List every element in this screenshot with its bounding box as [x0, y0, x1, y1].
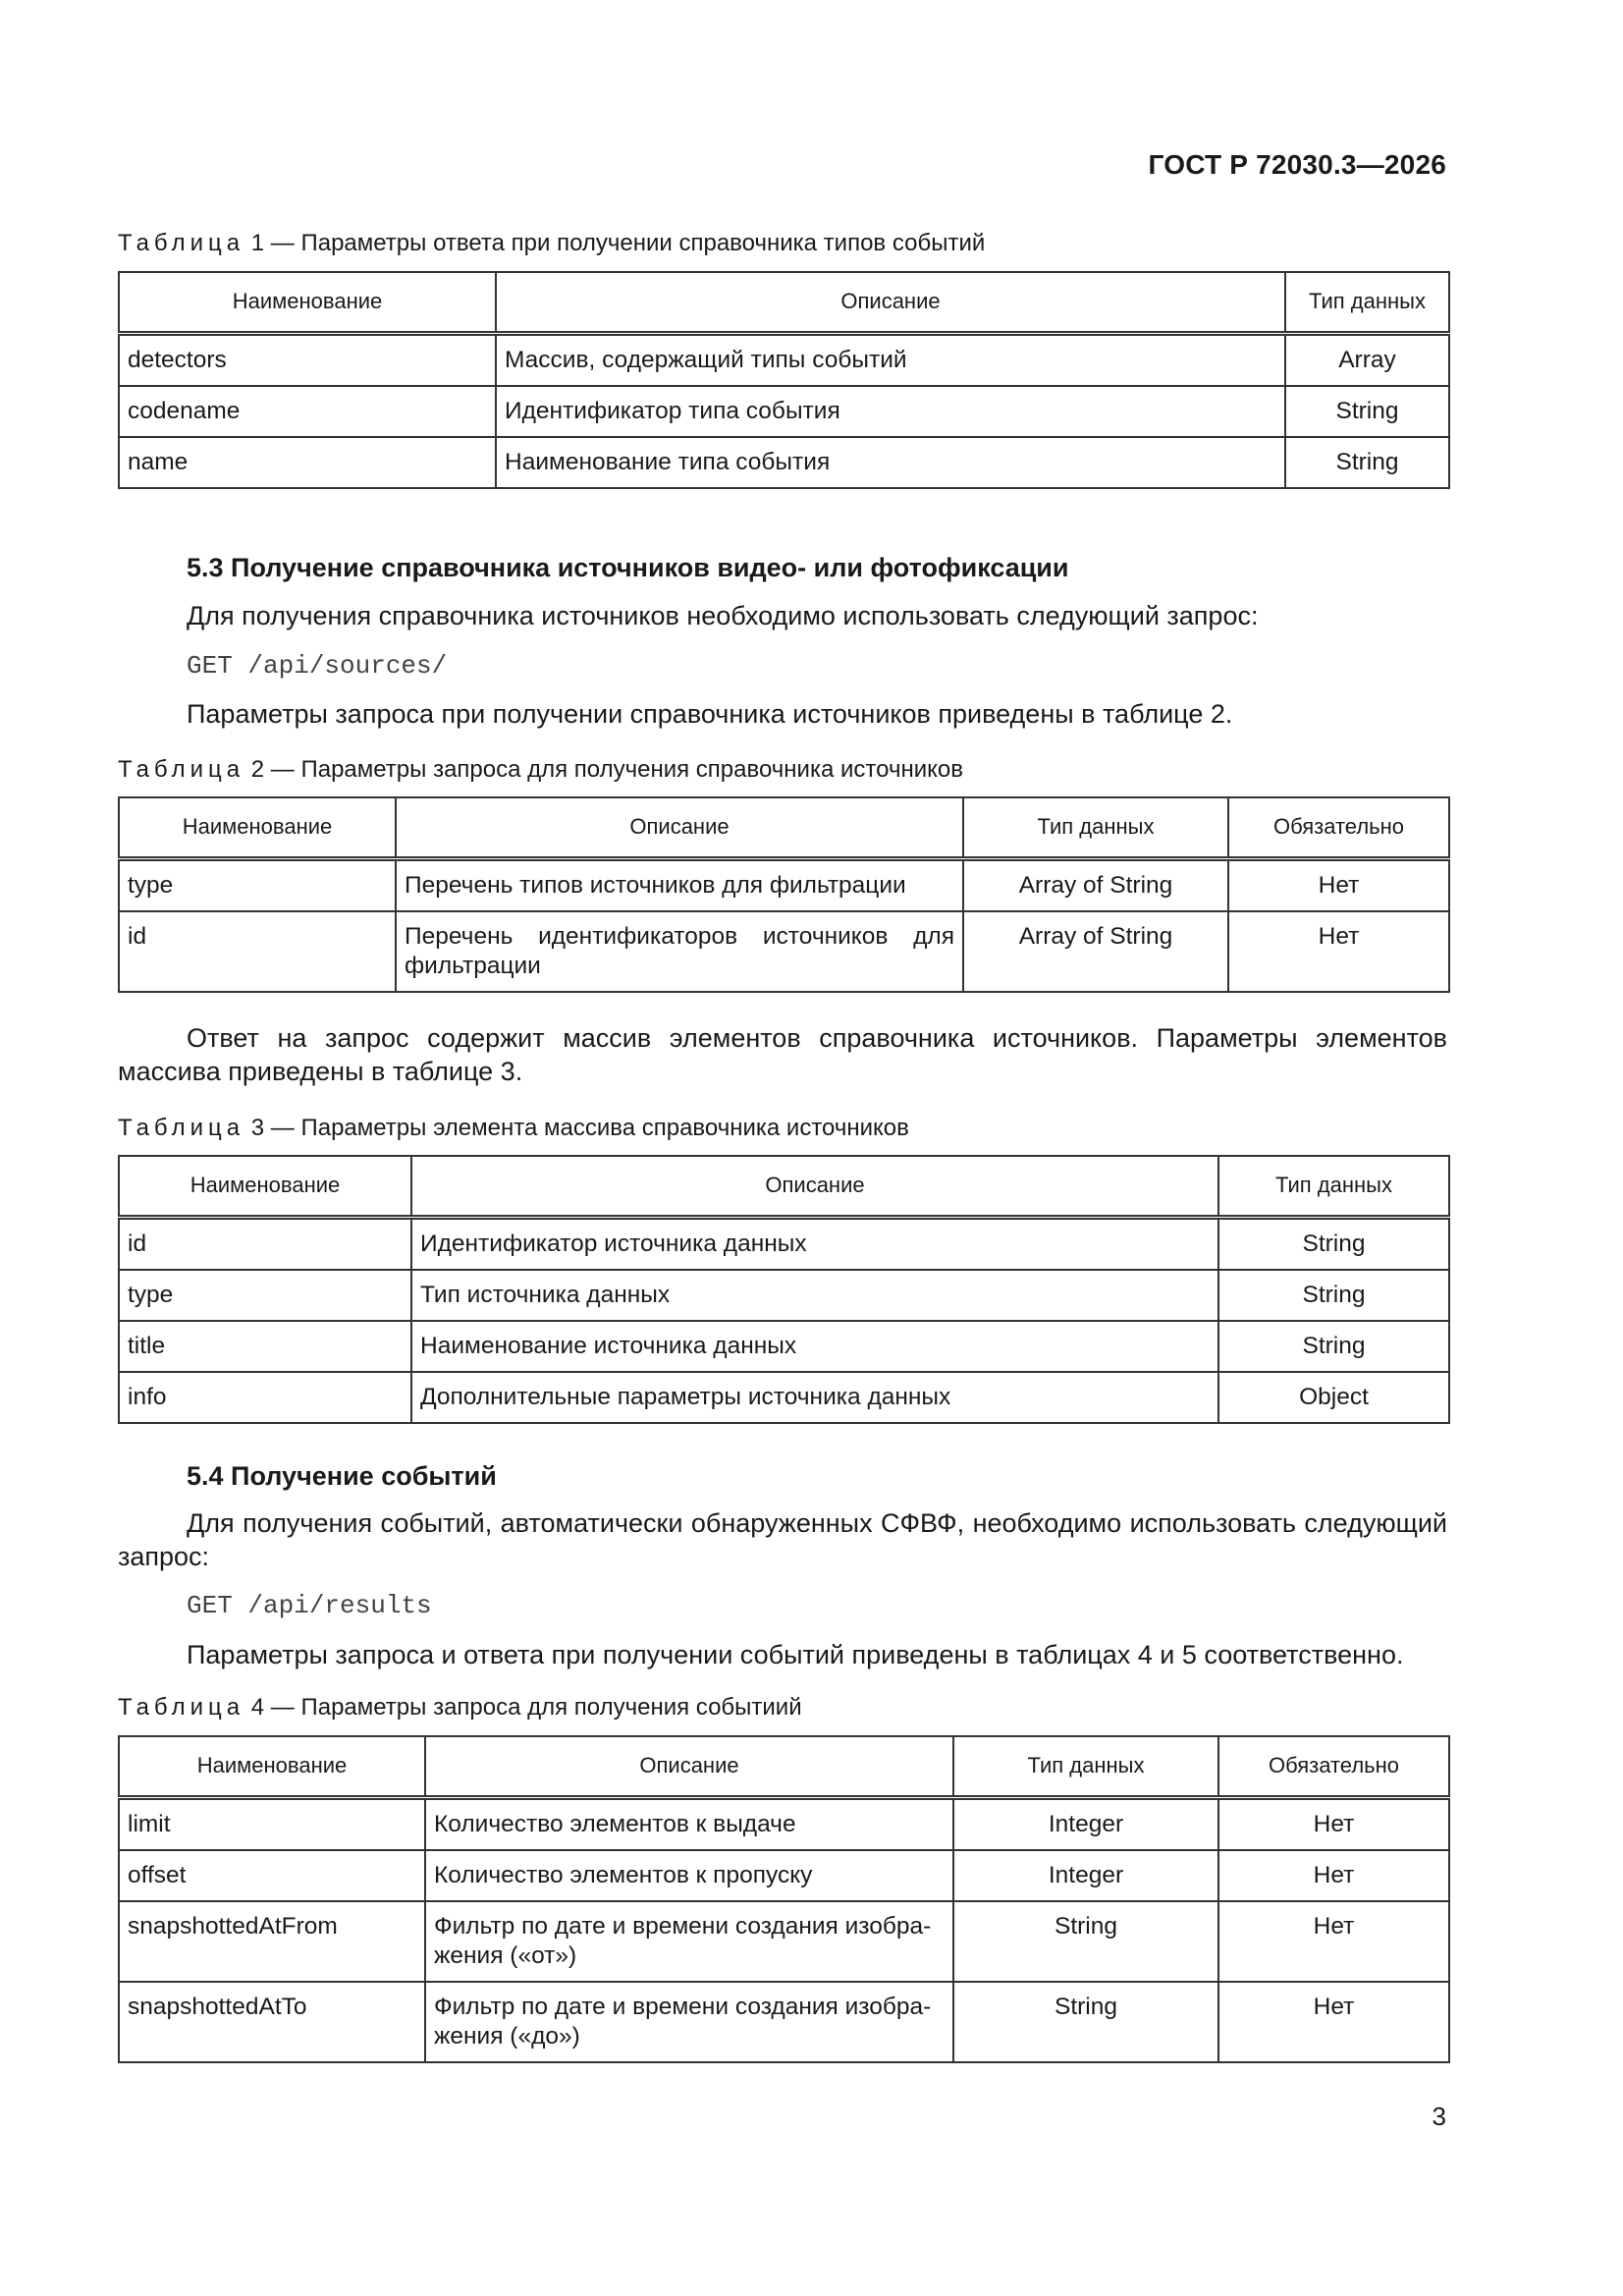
- table2-caption: [118, 756, 963, 784]
- table-cell: Идентификатор источника данных: [411, 1217, 1218, 1270]
- table-cell: codename: [119, 386, 496, 437]
- table-row: [119, 333, 1449, 386]
- section-5-4-code: GET /api/results: [187, 1591, 432, 1620]
- table-row: [119, 1982, 1449, 2062]
- table-cell: Количество элементов к выдаче: [425, 1797, 953, 1850]
- table-cell: Integer: [953, 1850, 1218, 1901]
- table-row: [119, 437, 1449, 488]
- table2-caption-word: Таблица: [118, 756, 245, 783]
- table-cell: Дополнительные параметры источника данных: [411, 1372, 1218, 1423]
- table3-caption: [118, 1115, 909, 1142]
- table-cell: name: [119, 437, 496, 488]
- table2: [118, 796, 1450, 993]
- table-cell: Нет: [1218, 1850, 1449, 1901]
- table3-caption-word: Таблица: [118, 1115, 245, 1141]
- table-cell: Идентификатор типа события: [496, 386, 1285, 437]
- table-cell: String: [1218, 1217, 1449, 1270]
- table-cell: Array of String: [963, 911, 1228, 992]
- table-cell: limit: [119, 1797, 425, 1850]
- table4-header-cell: Описание: [425, 1736, 953, 1797]
- table-cell: String: [1285, 386, 1449, 437]
- table-cell: Тип источника данных: [411, 1270, 1218, 1321]
- table-cell: info: [119, 1372, 411, 1423]
- table-cell: String: [953, 1982, 1218, 2062]
- table1-header-cell: Наименование: [119, 272, 496, 333]
- table-cell: Количество элементов к пропуску: [425, 1850, 953, 1901]
- page-number: 3: [1432, 2102, 1446, 2131]
- table-row: [119, 1901, 1449, 1982]
- table-cell: offset: [119, 1850, 425, 1901]
- table1-caption-word: Таблица: [118, 230, 245, 256]
- table1-header-cell: Тип данных: [1285, 272, 1449, 333]
- table4-caption-text: 4 — Параметры запроса для получения событиий: [250, 1694, 802, 1721]
- section-5-4-paragraph-2: Параметры запроса и ответа при получении событий приведены в таблицах 4 и 5 соответственно.: [187, 1640, 1404, 1669]
- table4-header-row: [119, 1736, 1449, 1797]
- table-cell: snapshottedAtFrom: [119, 1901, 425, 1982]
- table4-header-cell: Наименование: [119, 1736, 425, 1797]
- table1-header-row: [119, 272, 1449, 333]
- table-cell: title: [119, 1321, 411, 1372]
- table-row: [119, 1217, 1449, 1270]
- table2-header-cell: Описание: [396, 797, 963, 858]
- table-row: [119, 386, 1449, 437]
- section-5-3-paragraph-1: Для получения справочника источников необходимо использовать следующий запрос:: [187, 601, 1259, 630]
- table-cell: snapshottedAtTo: [119, 1982, 425, 2062]
- table-cell: detectors: [119, 333, 496, 386]
- table4-caption: [118, 1694, 802, 1722]
- table2-header-cell: Обязательно: [1228, 797, 1449, 858]
- table3-caption-text: 3 — Параметры элемента массива справочника источников: [250, 1115, 909, 1141]
- table4-header-cell: Тип данных: [953, 1736, 1218, 1797]
- table-cell: Нет: [1218, 1901, 1449, 1982]
- section-5-3-paragraph-2: Параметры запроса при получении справочника источников приведены в таблице 2.: [187, 699, 1233, 729]
- table4-header-cell: Обязательно: [1218, 1736, 1449, 1797]
- section-5-3-title: 5.3 Получение справочника источников видео- или фотофиксации: [187, 553, 1069, 582]
- section-5-4-paragraph-1: Для получения событий, автоматически обнаруженных СФВФ, необходимо использовать следующий запрос:: [118, 1508, 1447, 1571]
- table-row: [119, 1372, 1449, 1423]
- table-cell: Нет: [1218, 1797, 1449, 1850]
- table-cell: Нет: [1218, 1982, 1449, 2062]
- table-cell: String: [953, 1901, 1218, 1982]
- table2-header-cell: Тип данных: [963, 797, 1228, 858]
- table3-header-cell: Описание: [411, 1156, 1218, 1217]
- table-cell: Нет: [1228, 911, 1449, 992]
- table-row: [119, 1270, 1449, 1321]
- table-cell: id: [119, 911, 396, 992]
- response-paragraph: Ответ на запрос содержит массив элементов справочника источников. Параметры элементов массива приведены в таблице 3.: [118, 1023, 1447, 1086]
- table-cell: type: [119, 858, 396, 911]
- table3: [118, 1155, 1450, 1424]
- table-row: [119, 858, 1449, 911]
- table1-caption-text: 1 — Параметры ответа при получении справочника типов событий: [250, 230, 986, 256]
- table-cell: Перечень типов источников для фильтрации: [396, 858, 963, 911]
- table-cell: Object: [1218, 1372, 1449, 1423]
- table-cell: Фильтр по дате и времени создания изображения («от»): [425, 1901, 953, 1982]
- document-id-header: ГОСТ Р 72030.3—2026: [1148, 149, 1446, 180]
- table-row: [119, 1797, 1449, 1850]
- table-cell: id: [119, 1217, 411, 1270]
- table-cell: type: [119, 1270, 411, 1321]
- table4: [118, 1735, 1450, 2063]
- table1-header-cell: Описание: [496, 272, 1285, 333]
- table-row: [119, 1850, 1449, 1901]
- table3-header-cell: Тип данных: [1218, 1156, 1449, 1217]
- table1-caption: [118, 230, 985, 257]
- table-cell: Нет: [1228, 858, 1449, 911]
- table-cell: Массив, содержащий типы событий: [496, 333, 1285, 386]
- table3-header-cell: Наименование: [119, 1156, 411, 1217]
- table-cell: Перечень идентификаторов источников для фильтрации: [396, 911, 963, 992]
- table-cell: Array: [1285, 333, 1449, 386]
- table-row: [119, 911, 1449, 992]
- table2-caption-text: 2 — Параметры запроса для получения справочника источников: [250, 756, 963, 783]
- table3-header-row: [119, 1156, 1449, 1217]
- section-5-4-title: 5.4 Получение событий: [187, 1461, 497, 1491]
- table1: [118, 271, 1450, 489]
- table-cell: Integer: [953, 1797, 1218, 1850]
- table2-header-cell: Наименование: [119, 797, 396, 858]
- table4-caption-word: Таблица: [118, 1694, 245, 1721]
- table-cell: Наименование типа события: [496, 437, 1285, 488]
- table-cell: String: [1218, 1270, 1449, 1321]
- table-cell: Наименование источника данных: [411, 1321, 1218, 1372]
- table-row: [119, 1321, 1449, 1372]
- table-cell: Array of String: [963, 858, 1228, 911]
- section-5-3-code: GET /api/sources/: [187, 651, 448, 681]
- table-cell: String: [1218, 1321, 1449, 1372]
- table-cell: Фильтр по дате и времени создания изображения («до»): [425, 1982, 953, 2062]
- table2-header-row: [119, 797, 1449, 858]
- table-cell: String: [1285, 437, 1449, 488]
